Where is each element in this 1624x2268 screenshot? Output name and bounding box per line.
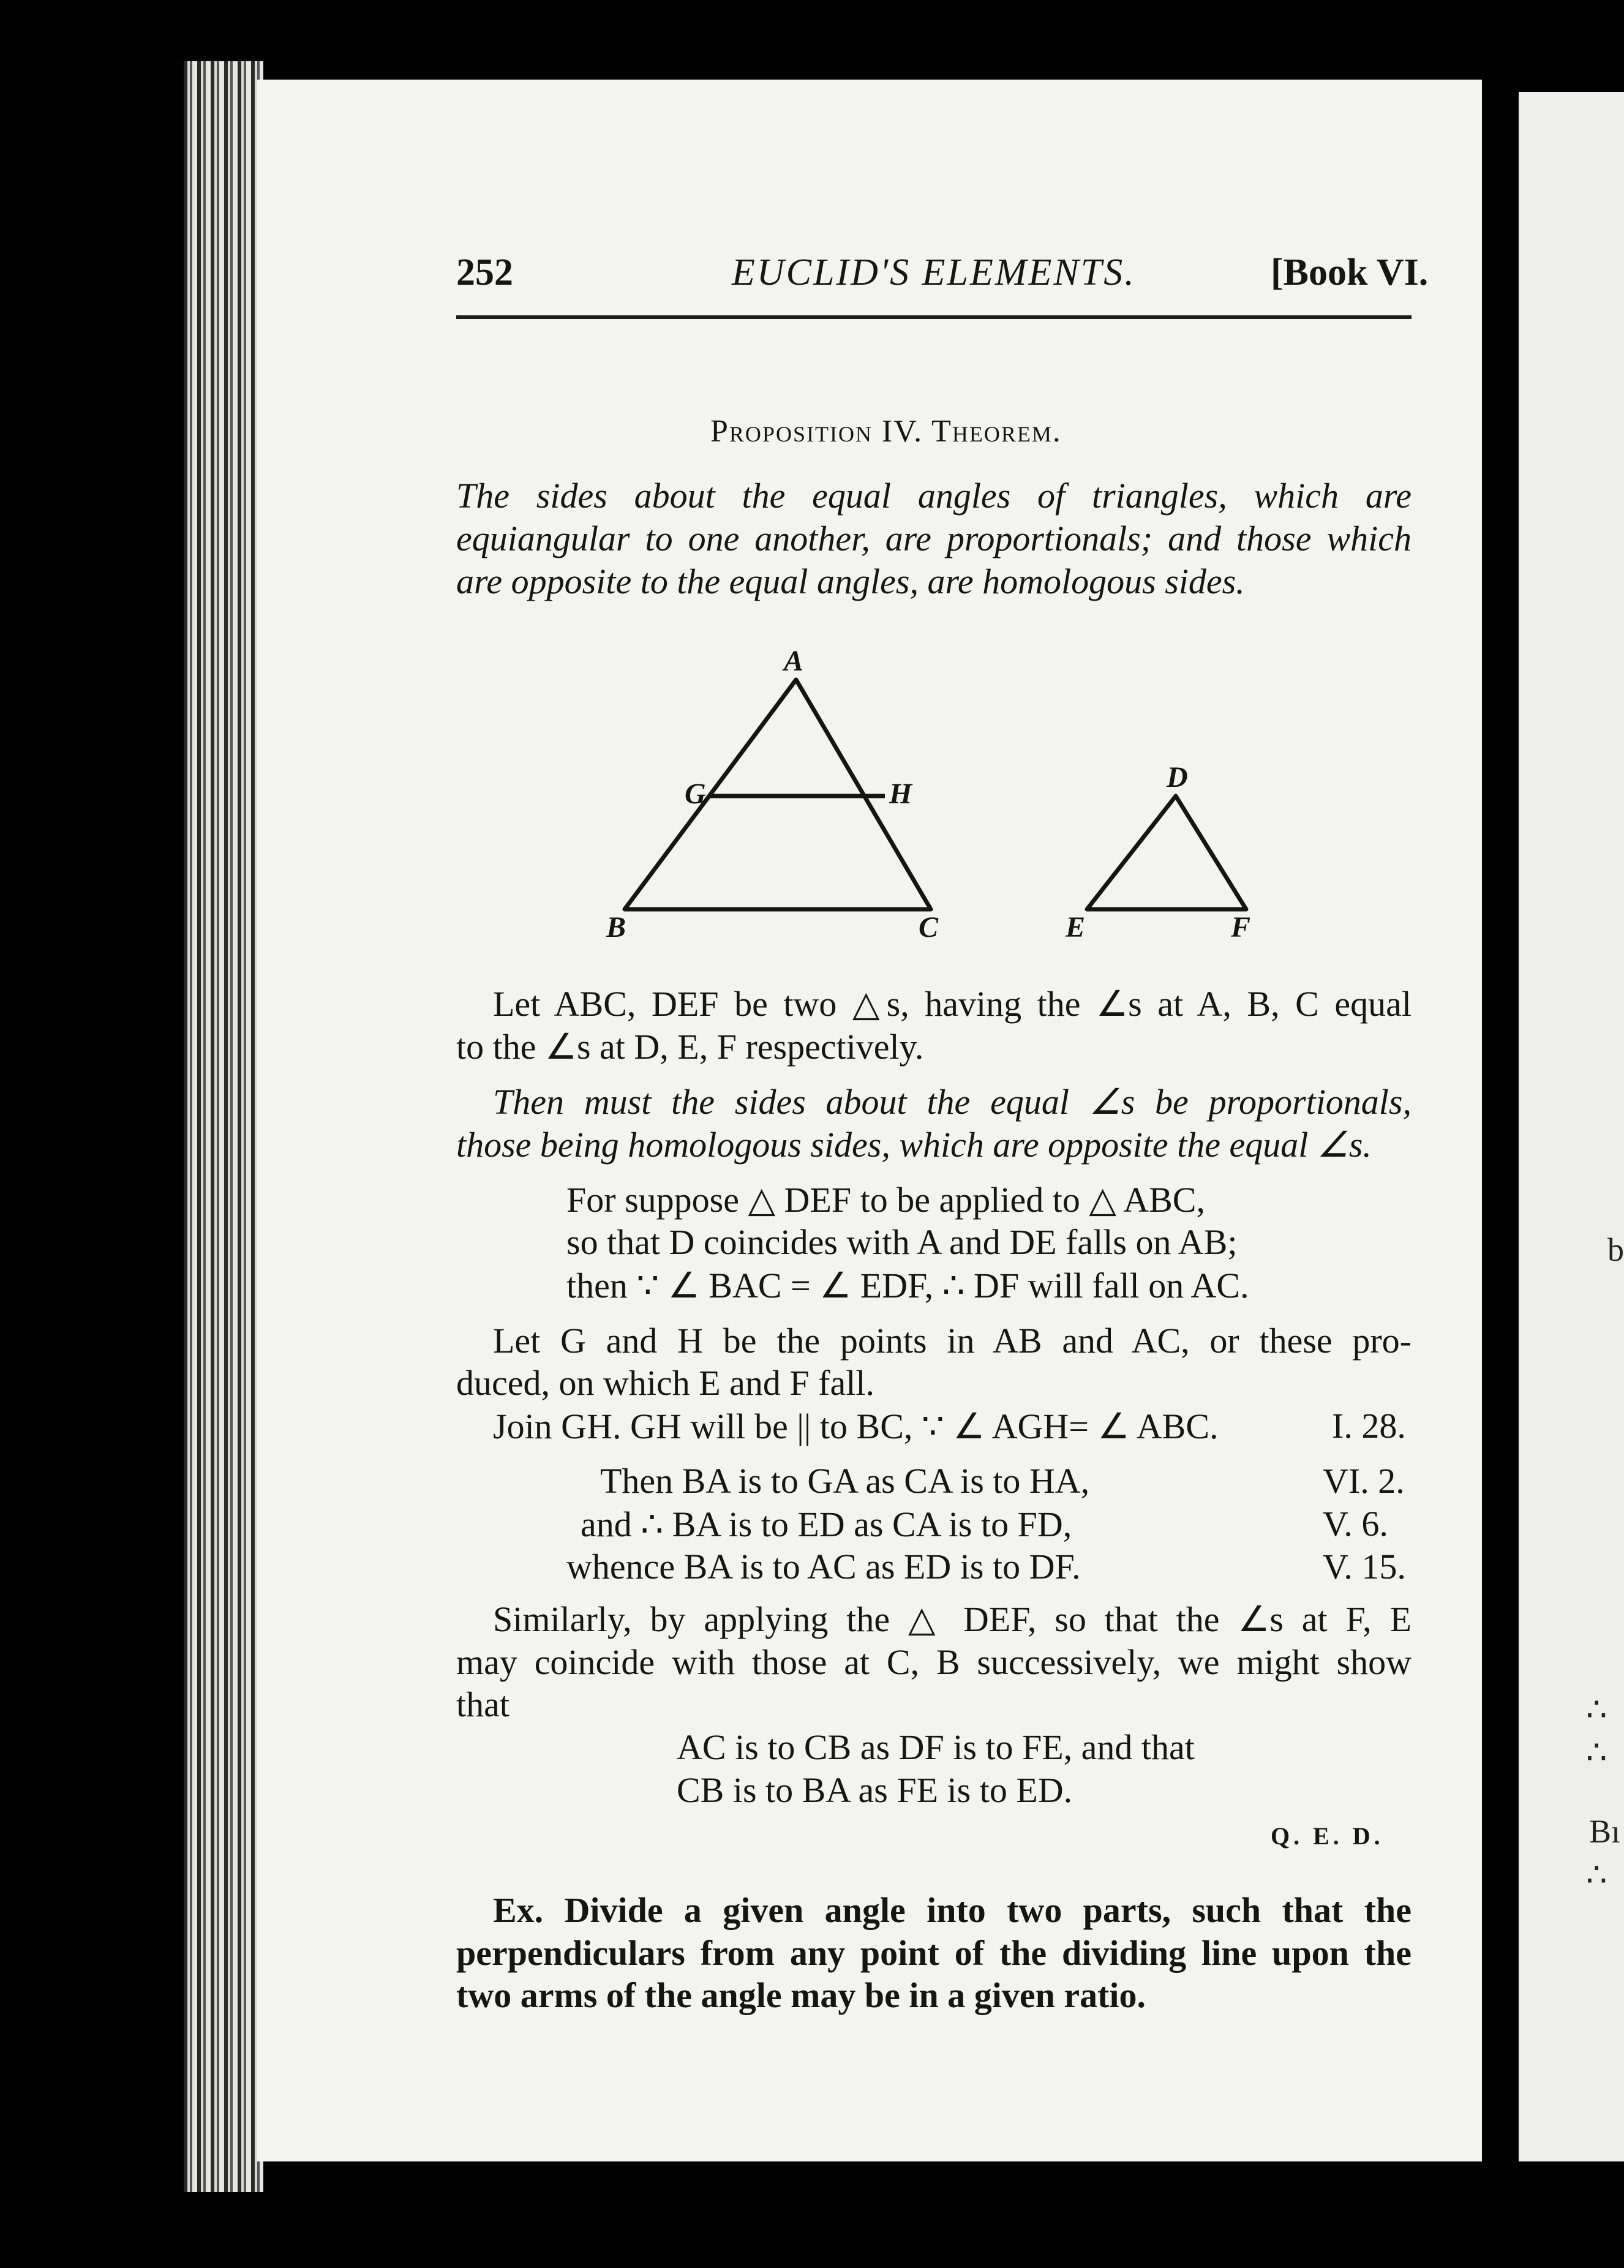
book-page-edges xyxy=(184,61,263,2192)
triangle-figure xyxy=(588,649,1298,949)
reference: V. 15. xyxy=(1323,1547,1406,1586)
vertex-label-f: F xyxy=(1231,911,1251,944)
text-line: so that D coincides with A and DE falls on AB; xyxy=(566,1222,1238,1262)
reference: VI. 2. xyxy=(1323,1461,1405,1501)
page-number: 252 xyxy=(456,252,513,293)
qed: Q. E. D. xyxy=(1271,1822,1384,1850)
text-line: For suppose △ DEF to be applied to △ ABC, xyxy=(566,1180,1205,1220)
text-line: Join GH. GH will be || to BC, ∵ ∠ AGH= ∠ ABC. xyxy=(493,1406,1219,1446)
reference: I. 28. xyxy=(1332,1406,1406,1446)
text-line: to the ∠s at D, E, F respectively. xyxy=(456,1027,924,1067)
vertex-label-d: D xyxy=(1167,761,1188,794)
facing-page-fragment: ∴ xyxy=(1586,1734,1607,1771)
header-rule xyxy=(456,315,1412,319)
facing-page-fragment: Bı xyxy=(1589,1813,1621,1850)
text-line: duced, on which E and F fall. xyxy=(456,1363,874,1403)
vertex-label-c: C xyxy=(919,911,939,944)
text-line: Then must the sides about the equal ∠s be proportionals, xyxy=(493,1082,1412,1122)
vertex-label-g: G xyxy=(685,778,706,810)
running-head: EUCLID'S ELEMENTS. xyxy=(732,252,1136,293)
text-line: Let ABC, DEF be two △s, having the ∠s at A, B, C equal xyxy=(493,984,1412,1024)
proposition-title: Proposition IV. Theorem. xyxy=(710,414,1062,449)
enunciation: The sides about the equal angles of triangles, which are equiangular to one another, are proportionals; and those which are opposite to the equal angles, are homologous sides. xyxy=(456,476,1412,601)
text-line: that xyxy=(456,1684,509,1724)
text-line: Similarly, by applying the △ DEF, so that the ∠s at F, E xyxy=(493,1599,1412,1639)
text-line: then ∵ ∠ BAC = ∠ EDF, ∴ DF will fall on AC. xyxy=(566,1266,1249,1305)
exercise-line: Ex. Divide a given angle into two parts, such that the xyxy=(493,1890,1412,1930)
text-line: Let G and H be the points in AB and AC, or these pro- xyxy=(493,1321,1412,1361)
vertex-label-e: E xyxy=(1066,911,1086,944)
facing-page-fragment: ∴ xyxy=(1586,1857,1607,1893)
facing-page-fragment: b xyxy=(1607,1231,1624,1268)
vertex-label-b: B xyxy=(606,911,626,944)
vertex-label-a: A xyxy=(784,649,804,677)
text-line: CB is to BA as FE is to ED. xyxy=(677,1770,1073,1810)
text-line: may coincide with those at C, B successively, we might show xyxy=(456,1642,1412,1682)
book-label: [Book VI. xyxy=(1271,252,1429,293)
text-line: and ∴ BA is to ED as CA is to FD, xyxy=(581,1504,1072,1544)
text-line: Then BA is to GA as CA is to HA, xyxy=(600,1461,1090,1501)
text-line: AC is to CB as DF is to FE, and that xyxy=(677,1727,1195,1767)
facing-page xyxy=(1519,92,1624,2161)
reference: V. 6. xyxy=(1323,1504,1388,1544)
exercise-line: perpendiculars from any point of the dividing line upon the xyxy=(456,1933,1412,1973)
exercise-line: two arms of the angle may be in a given ratio. xyxy=(456,1975,1146,2015)
triangle-def xyxy=(1087,796,1246,909)
text-line: whence BA is to AC as ED is to DF. xyxy=(566,1547,1081,1586)
facing-page-fragment: ∴ xyxy=(1586,1691,1607,1728)
text-line: those being homologous sides, which are opposite the equal ∠s. xyxy=(456,1125,1372,1165)
vertex-label-h: H xyxy=(889,778,912,810)
